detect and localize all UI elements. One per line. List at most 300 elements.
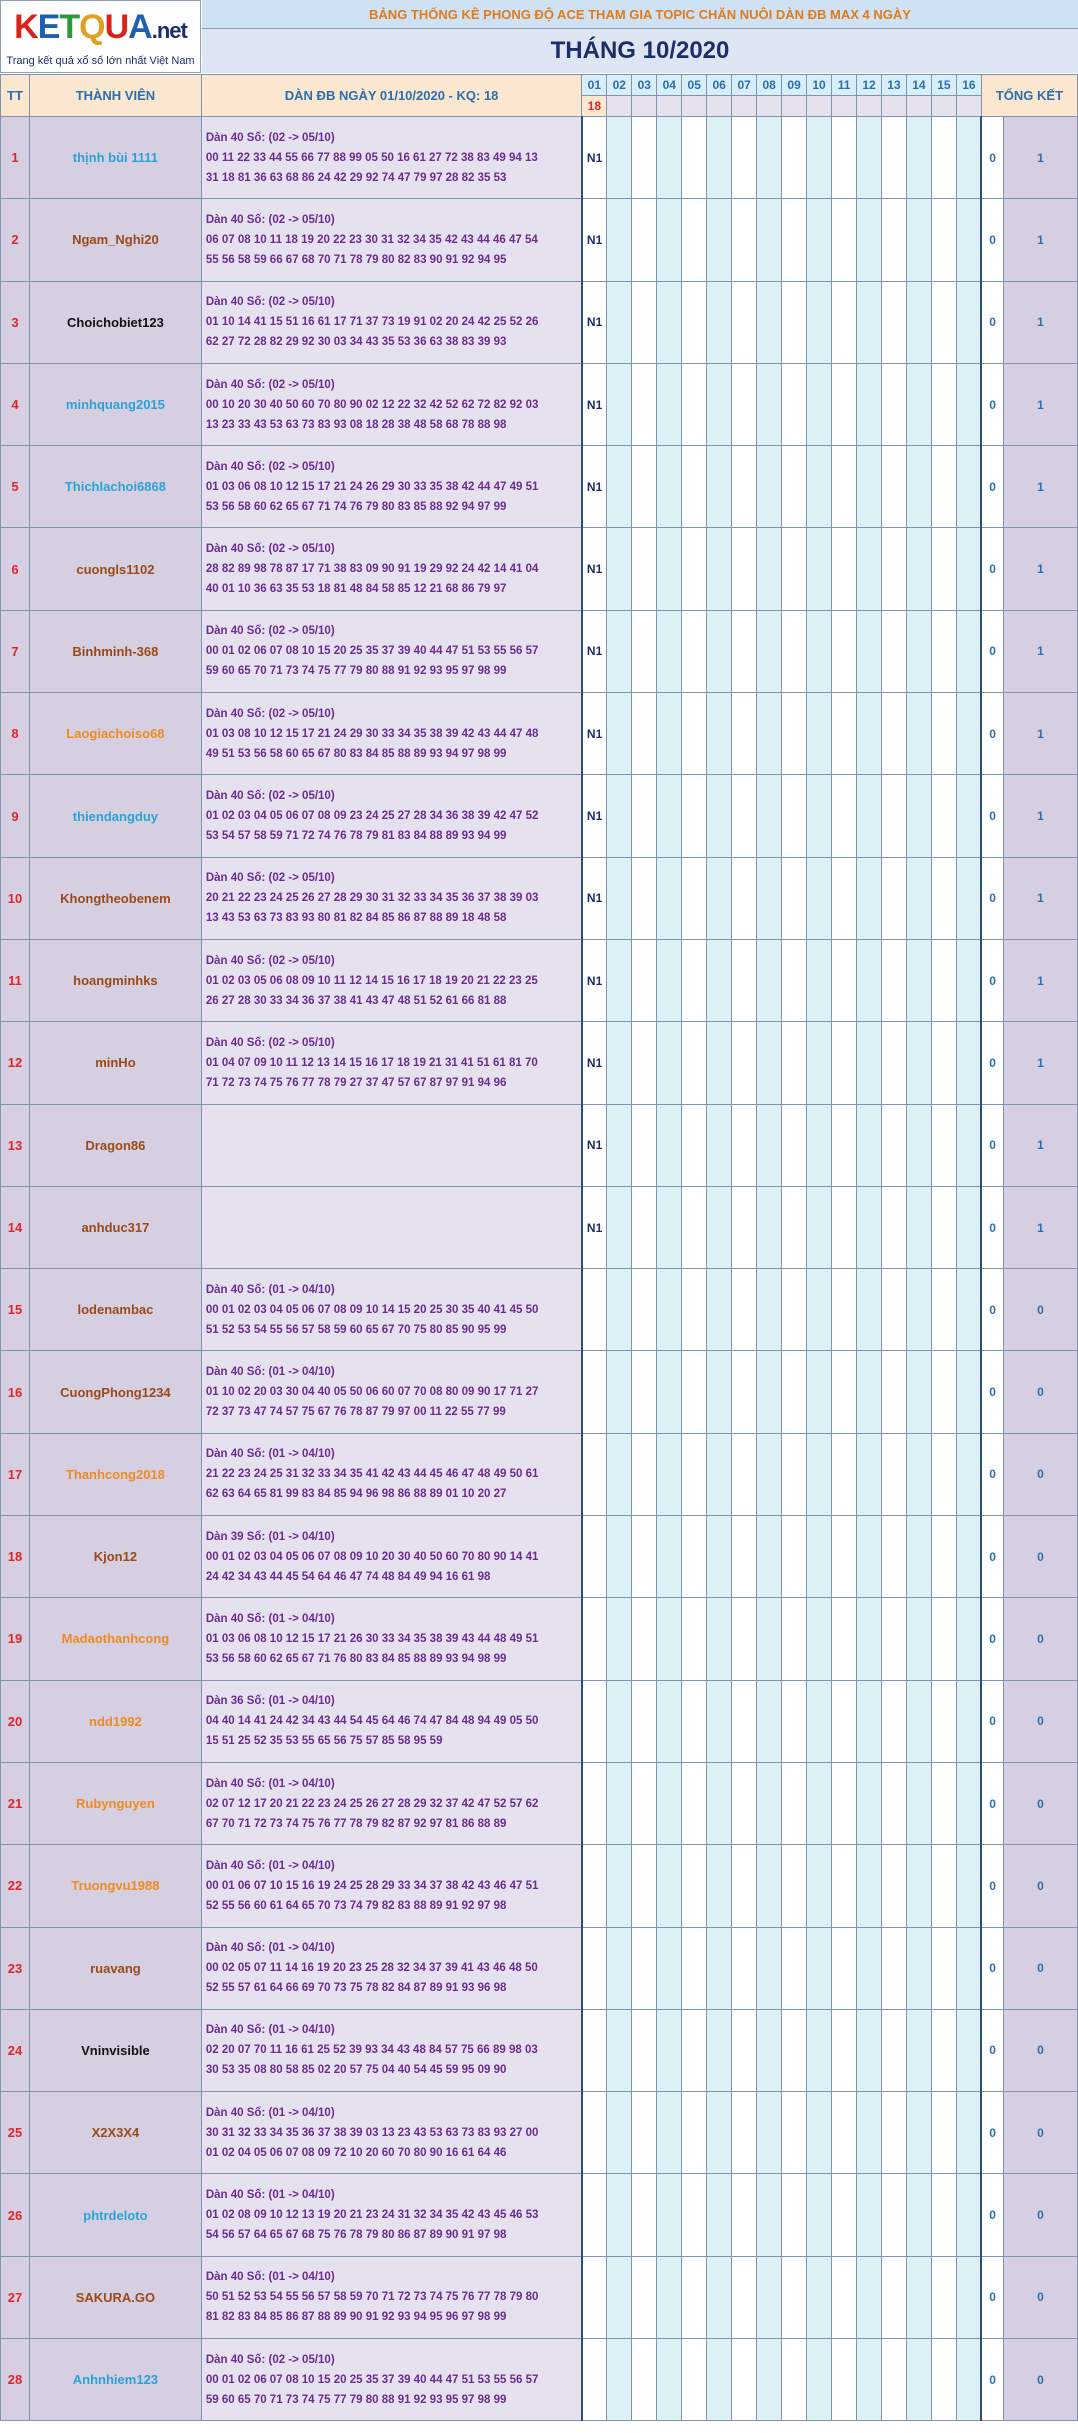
day-cell[interactable] [682, 1104, 707, 1186]
day-cell[interactable] [832, 117, 857, 199]
day-cell[interactable] [607, 610, 632, 692]
day-cell[interactable] [881, 939, 906, 1021]
day-cell[interactable] [956, 2174, 981, 2256]
day-cell[interactable] [632, 939, 657, 1021]
day-cell[interactable] [782, 775, 807, 857]
day-cell[interactable] [707, 2256, 732, 2338]
day-cell[interactable] [832, 1927, 857, 2009]
day-cell[interactable] [732, 1845, 757, 1927]
day-cell[interactable] [732, 2339, 757, 2421]
day-cell-01[interactable] [582, 2256, 607, 2338]
day-cell[interactable] [931, 1516, 956, 1598]
day-cell[interactable] [931, 1022, 956, 1104]
day-cell[interactable] [881, 1845, 906, 1927]
day-cell[interactable] [682, 2009, 707, 2091]
day-cell[interactable] [807, 1433, 832, 1515]
day-cell[interactable] [657, 1433, 682, 1515]
day-cell[interactable] [857, 1598, 882, 1680]
day-cell[interactable] [607, 939, 632, 1021]
member-name[interactable]: minHo [29, 1022, 201, 1104]
day-cell[interactable] [906, 363, 931, 445]
day-cell[interactable] [807, 2009, 832, 2091]
day-cell[interactable] [906, 1516, 931, 1598]
day-cell[interactable] [956, 1269, 981, 1351]
day-cell[interactable] [757, 2339, 782, 2421]
day-cell[interactable] [906, 1927, 931, 2009]
day-cell[interactable] [757, 1104, 782, 1186]
day-cell[interactable] [931, 1269, 956, 1351]
day-cell[interactable] [707, 1351, 732, 1433]
day-cell[interactable] [607, 1598, 632, 1680]
day-cell[interactable] [757, 446, 782, 528]
day-cell[interactable] [757, 1433, 782, 1515]
day-cell[interactable] [857, 693, 882, 775]
dan-cell[interactable] [201, 1516, 581, 1598]
day-cell[interactable] [732, 857, 757, 939]
day-cell-01[interactable]: N1 [582, 693, 607, 775]
day-cell[interactable] [757, 2009, 782, 2091]
day-cell[interactable] [632, 1680, 657, 1762]
day-cell[interactable] [782, 610, 807, 692]
day-cell[interactable] [832, 199, 857, 281]
dan-cell[interactable] [201, 775, 581, 857]
day-cell[interactable] [607, 1433, 632, 1515]
dan-cell[interactable] [201, 2256, 581, 2338]
day-cell[interactable] [956, 1598, 981, 1680]
day-cell[interactable] [632, 857, 657, 939]
day-cell[interactable] [607, 693, 632, 775]
day-cell[interactable] [782, 1186, 807, 1268]
day-cell-01[interactable]: N1 [582, 363, 607, 445]
day-cell[interactable] [707, 2092, 732, 2174]
day-cell-01[interactable] [582, 1680, 607, 1762]
day-cell[interactable] [807, 693, 832, 775]
day-cell[interactable] [782, 939, 807, 1021]
day-cell[interactable] [832, 1104, 857, 1186]
day-cell[interactable] [881, 446, 906, 528]
day-cell[interactable] [906, 1104, 931, 1186]
day-cell[interactable] [857, 1433, 882, 1515]
day-cell-01[interactable] [582, 1762, 607, 1844]
day-cell-01[interactable] [582, 1351, 607, 1433]
member-name[interactable]: SAKURA.GO [29, 2256, 201, 2338]
dan-cell[interactable] [201, 693, 581, 775]
day-cell-01[interactable] [582, 1598, 607, 1680]
day-cell[interactable] [807, 1186, 832, 1268]
day-cell[interactable] [906, 610, 931, 692]
day-cell[interactable] [906, 693, 931, 775]
dan-cell[interactable] [201, 528, 581, 610]
day-cell[interactable] [857, 2092, 882, 2174]
day-cell[interactable] [782, 1104, 807, 1186]
day-cell[interactable] [857, 1269, 882, 1351]
day-cell[interactable] [931, 117, 956, 199]
day-cell[interactable] [732, 1927, 757, 2009]
day-cell[interactable] [931, 857, 956, 939]
day-cell[interactable] [607, 199, 632, 281]
day-cell[interactable] [757, 2092, 782, 2174]
day-cell[interactable] [832, 1516, 857, 1598]
day-cell[interactable] [657, 1104, 682, 1186]
dan-cell[interactable] [201, 1927, 581, 2009]
logo[interactable] [0, 0, 201, 73]
day-cell-01[interactable]: N1 [582, 1104, 607, 1186]
day-cell[interactable] [732, 1598, 757, 1680]
day-cell[interactable] [931, 1186, 956, 1268]
day-cell[interactable] [906, 1269, 931, 1351]
day-cell[interactable] [682, 775, 707, 857]
day-cell[interactable] [832, 610, 857, 692]
day-cell[interactable] [657, 775, 682, 857]
day-cell[interactable] [732, 1516, 757, 1598]
day-cell[interactable] [881, 2174, 906, 2256]
day-cell[interactable] [906, 281, 931, 363]
day-cell[interactable] [757, 1680, 782, 1762]
dan-cell[interactable] [201, 1269, 581, 1351]
day-cell[interactable] [657, 2092, 682, 2174]
day-cell[interactable] [931, 1351, 956, 1433]
day-cell[interactable] [857, 2009, 882, 2091]
day-cell[interactable] [732, 693, 757, 775]
day-cell[interactable] [657, 857, 682, 939]
day-cell[interactable] [881, 2092, 906, 2174]
day-cell[interactable] [682, 693, 707, 775]
day-cell[interactable] [657, 1516, 682, 1598]
day-cell[interactable] [832, 1186, 857, 1268]
day-cell[interactable] [607, 1104, 632, 1186]
day-cell[interactable] [931, 1598, 956, 1680]
day-cell-01[interactable]: N1 [582, 117, 607, 199]
member-name[interactable]: X2X3X4 [29, 2092, 201, 2174]
day-cell[interactable] [931, 610, 956, 692]
day-cell[interactable] [906, 446, 931, 528]
day-cell[interactable] [956, 1351, 981, 1433]
day-cell[interactable] [632, 610, 657, 692]
day-cell[interactable] [881, 1104, 906, 1186]
day-cell[interactable] [657, 117, 682, 199]
day-cell[interactable] [682, 281, 707, 363]
day-cell[interactable] [931, 446, 956, 528]
day-cell[interactable] [782, 1845, 807, 1927]
member-name[interactable]: Kjon12 [29, 1516, 201, 1598]
day-cell[interactable] [607, 775, 632, 857]
day-cell[interactable] [782, 528, 807, 610]
day-cell[interactable] [782, 1516, 807, 1598]
day-cell[interactable] [857, 446, 882, 528]
day-cell[interactable] [782, 2256, 807, 2338]
day-cell[interactable] [682, 939, 707, 1021]
day-cell[interactable] [607, 281, 632, 363]
day-cell[interactable] [881, 1680, 906, 1762]
day-cell[interactable] [757, 1351, 782, 1433]
day-cell[interactable] [632, 1598, 657, 1680]
day-cell[interactable] [632, 1433, 657, 1515]
day-cell[interactable] [732, 1433, 757, 1515]
day-cell[interactable] [857, 1186, 882, 1268]
day-cell[interactable] [956, 2092, 981, 2174]
day-cell[interactable] [632, 1927, 657, 2009]
day-cell[interactable] [832, 363, 857, 445]
day-cell[interactable] [607, 1269, 632, 1351]
day-cell[interactable] [956, 1845, 981, 1927]
day-cell[interactable] [732, 1186, 757, 1268]
day-cell[interactable] [931, 693, 956, 775]
day-cell[interactable] [832, 2009, 857, 2091]
day-cell-01[interactable]: N1 [582, 1022, 607, 1104]
day-cell[interactable] [682, 199, 707, 281]
day-cell[interactable] [682, 2174, 707, 2256]
day-cell[interactable] [956, 528, 981, 610]
day-cell[interactable] [682, 1186, 707, 1268]
day-cell-01[interactable]: N1 [582, 775, 607, 857]
day-cell[interactable] [832, 1762, 857, 1844]
day-cell[interactable] [757, 199, 782, 281]
day-cell[interactable] [782, 1351, 807, 1433]
day-cell[interactable] [707, 199, 732, 281]
day-cell[interactable] [956, 1433, 981, 1515]
day-cell[interactable] [906, 2174, 931, 2256]
day-cell[interactable] [782, 1680, 807, 1762]
day-cell[interactable] [732, 2174, 757, 2256]
day-cell[interactable] [707, 775, 732, 857]
day-cell[interactable] [732, 1022, 757, 1104]
day-cell[interactable] [657, 363, 682, 445]
day-cell[interactable] [732, 939, 757, 1021]
dan-cell[interactable] [201, 2092, 581, 2174]
day-cell[interactable] [732, 1680, 757, 1762]
day-cell[interactable] [931, 1680, 956, 1762]
day-cell[interactable] [782, 117, 807, 199]
day-cell[interactable] [807, 281, 832, 363]
day-cell[interactable] [832, 857, 857, 939]
day-cell[interactable] [707, 1845, 732, 1927]
day-cell[interactable] [632, 1516, 657, 1598]
day-cell[interactable] [682, 528, 707, 610]
day-cell[interactable] [782, 1433, 807, 1515]
day-cell[interactable] [657, 2009, 682, 2091]
day-cell[interactable] [782, 199, 807, 281]
day-cell[interactable] [782, 1762, 807, 1844]
day-cell[interactable] [757, 1762, 782, 1844]
member-name[interactable]: anhduc317 [29, 1186, 201, 1268]
day-cell[interactable] [757, 610, 782, 692]
day-cell[interactable] [832, 2339, 857, 2421]
dan-cell[interactable] [201, 1433, 581, 1515]
member-name[interactable]: thiendangduy [29, 775, 201, 857]
day-cell[interactable] [732, 446, 757, 528]
day-cell[interactable] [607, 2339, 632, 2421]
day-cell[interactable] [607, 446, 632, 528]
day-cell[interactable] [707, 446, 732, 528]
day-cell[interactable] [832, 1598, 857, 1680]
day-cell[interactable] [732, 2092, 757, 2174]
day-cell[interactable] [857, 1845, 882, 1927]
dan-cell[interactable] [201, 2174, 581, 2256]
member-name[interactable]: CuongPhong1234 [29, 1351, 201, 1433]
day-cell[interactable] [832, 1680, 857, 1762]
day-cell[interactable] [607, 2092, 632, 2174]
day-cell[interactable] [682, 1516, 707, 1598]
member-name[interactable]: Thichlachoi6868 [29, 446, 201, 528]
day-cell[interactable] [732, 363, 757, 445]
day-cell[interactable] [881, 1022, 906, 1104]
day-cell[interactable] [931, 2256, 956, 2338]
day-cell[interactable] [732, 281, 757, 363]
member-name[interactable]: Laogiachoiso68 [29, 693, 201, 775]
day-cell[interactable] [956, 199, 981, 281]
day-cell[interactable] [757, 117, 782, 199]
day-cell[interactable] [956, 1762, 981, 1844]
day-cell-01[interactable]: N1 [582, 528, 607, 610]
day-cell[interactable] [707, 610, 732, 692]
day-cell[interactable] [607, 1680, 632, 1762]
day-cell[interactable] [607, 2009, 632, 2091]
day-cell[interactable] [707, 2174, 732, 2256]
day-cell[interactable] [956, 281, 981, 363]
day-cell[interactable] [782, 363, 807, 445]
day-cell-01[interactable]: N1 [582, 281, 607, 363]
day-cell[interactable] [931, 1433, 956, 1515]
day-cell[interactable] [657, 1186, 682, 1268]
day-cell[interactable] [707, 1104, 732, 1186]
day-cell[interactable] [906, 199, 931, 281]
day-cell[interactable] [931, 1762, 956, 1844]
day-cell[interactable] [632, 363, 657, 445]
day-cell[interactable] [906, 2092, 931, 2174]
day-cell[interactable] [956, 363, 981, 445]
day-cell[interactable] [956, 1516, 981, 1598]
day-cell[interactable] [832, 1022, 857, 1104]
member-name[interactable]: ruavang [29, 1927, 201, 2009]
day-cell-01[interactable] [582, 1927, 607, 2009]
day-cell[interactable] [657, 1598, 682, 1680]
day-cell[interactable] [657, 446, 682, 528]
day-cell[interactable] [881, 1433, 906, 1515]
day-cell-01[interactable]: N1 [582, 857, 607, 939]
day-cell[interactable] [632, 1351, 657, 1433]
day-cell[interactable] [707, 528, 732, 610]
day-cell[interactable] [881, 1186, 906, 1268]
day-cell[interactable] [732, 1104, 757, 1186]
day-cell[interactable] [807, 2092, 832, 2174]
day-cell[interactable] [931, 2092, 956, 2174]
day-cell[interactable] [931, 528, 956, 610]
member-name[interactable]: Rubynguyen [29, 1762, 201, 1844]
day-cell[interactable] [757, 857, 782, 939]
dan-cell[interactable] [201, 199, 581, 281]
day-cell[interactable] [782, 281, 807, 363]
day-cell[interactable] [906, 1598, 931, 1680]
day-cell[interactable] [807, 1845, 832, 1927]
day-cell[interactable] [857, 1927, 882, 2009]
day-cell[interactable] [807, 1351, 832, 1433]
day-cell[interactable] [956, 1680, 981, 1762]
day-cell[interactable] [782, 693, 807, 775]
day-cell[interactable] [931, 1927, 956, 2009]
day-cell[interactable] [857, 775, 882, 857]
day-cell[interactable] [707, 693, 732, 775]
day-cell[interactable] [732, 199, 757, 281]
day-cell[interactable] [632, 1762, 657, 1844]
day-cell-01[interactable]: N1 [582, 1186, 607, 1268]
member-name[interactable]: Thanhcong2018 [29, 1433, 201, 1515]
day-cell[interactable] [632, 446, 657, 528]
day-cell[interactable] [782, 2174, 807, 2256]
day-cell-01[interactable]: N1 [582, 939, 607, 1021]
day-cell[interactable] [881, 528, 906, 610]
day-cell[interactable] [782, 446, 807, 528]
day-cell[interactable] [607, 1927, 632, 2009]
day-cell[interactable] [707, 1762, 732, 1844]
day-cell[interactable] [782, 1022, 807, 1104]
day-cell[interactable] [707, 1680, 732, 1762]
dan-cell[interactable] [201, 2009, 581, 2091]
day-cell[interactable] [607, 1762, 632, 1844]
day-cell[interactable] [757, 363, 782, 445]
dan-cell[interactable] [201, 1351, 581, 1433]
day-cell[interactable] [931, 281, 956, 363]
day-cell[interactable] [956, 939, 981, 1021]
day-cell[interactable] [881, 1351, 906, 1433]
day-cell[interactable] [657, 610, 682, 692]
day-cell[interactable] [657, 199, 682, 281]
day-cell[interactable] [682, 2339, 707, 2421]
member-name[interactable]: Madaothanhcong [29, 1598, 201, 1680]
day-cell[interactable] [906, 2009, 931, 2091]
day-cell[interactable] [956, 1104, 981, 1186]
day-cell[interactable] [832, 1433, 857, 1515]
day-cell[interactable] [807, 1680, 832, 1762]
member-name[interactable]: Khongtheobenem [29, 857, 201, 939]
day-cell[interactable] [956, 446, 981, 528]
dan-cell[interactable] [201, 857, 581, 939]
day-cell[interactable] [682, 1845, 707, 1927]
day-cell[interactable] [881, 199, 906, 281]
day-cell[interactable] [682, 1680, 707, 1762]
dan-cell[interactable] [201, 1598, 581, 1680]
day-cell[interactable] [807, 117, 832, 199]
day-cell[interactable] [956, 1927, 981, 2009]
day-cell[interactable] [956, 693, 981, 775]
day-cell[interactable] [632, 2092, 657, 2174]
day-cell[interactable] [906, 1433, 931, 1515]
dan-cell[interactable] [201, 1762, 581, 1844]
day-cell-01[interactable] [582, 2009, 607, 2091]
day-cell[interactable] [956, 1022, 981, 1104]
member-name[interactable]: ndd1992 [29, 1680, 201, 1762]
day-cell-01[interactable] [582, 2174, 607, 2256]
day-cell[interactable] [657, 2174, 682, 2256]
day-cell[interactable] [607, 1516, 632, 1598]
day-cell[interactable] [906, 857, 931, 939]
day-cell-01[interactable] [582, 1845, 607, 1927]
day-cell[interactable] [632, 1104, 657, 1186]
day-cell[interactable] [881, 117, 906, 199]
day-cell[interactable] [956, 2009, 981, 2091]
day-cell[interactable] [707, 117, 732, 199]
day-cell[interactable] [906, 1762, 931, 1844]
day-cell[interactable] [682, 446, 707, 528]
day-cell[interactable] [682, 2256, 707, 2338]
day-cell[interactable] [757, 1269, 782, 1351]
member-name[interactable]: thịnh bùi 1111 [29, 117, 201, 199]
dan-cell[interactable] [201, 939, 581, 1021]
day-cell[interactable] [757, 1927, 782, 2009]
day-cell[interactable] [881, 610, 906, 692]
day-cell[interactable] [782, 2092, 807, 2174]
day-cell[interactable] [657, 2256, 682, 2338]
member-name[interactable]: lodenambac [29, 1269, 201, 1351]
